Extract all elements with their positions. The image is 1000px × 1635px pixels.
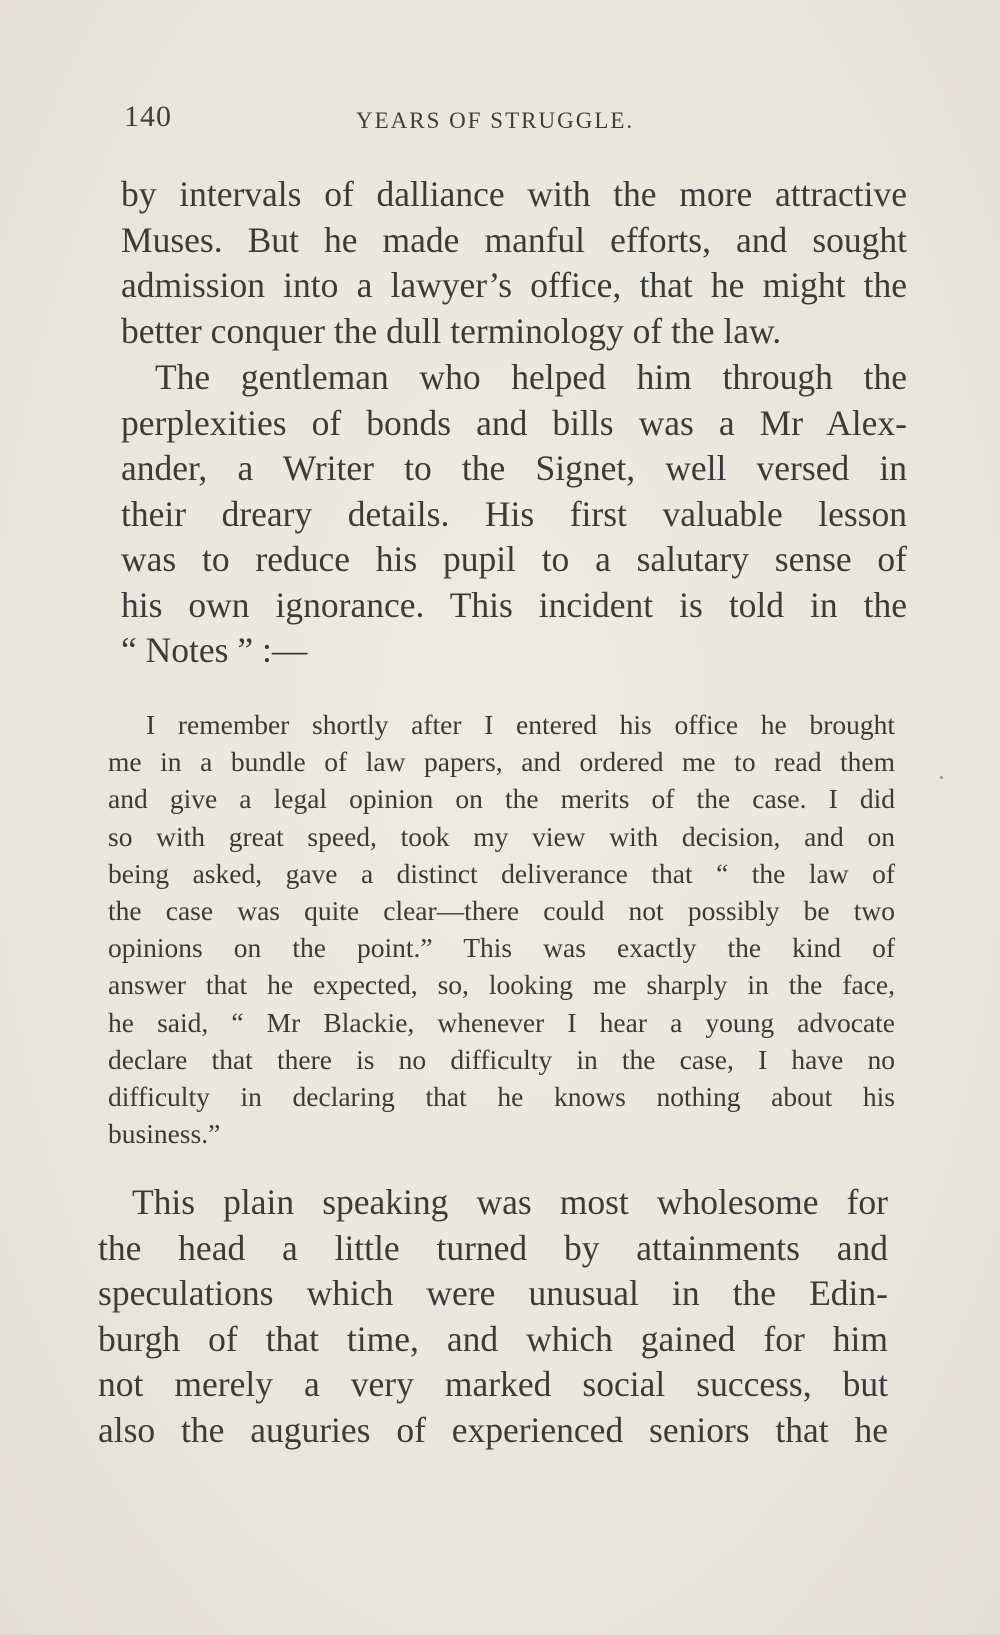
text-line: burgh of that time, and which gained for him: [98, 1318, 888, 1359]
quote-line: I remember shortly after I entered his office he brought: [146, 709, 895, 740]
text-line: perplexities of bonds and bills was a Mr Alex-: [121, 402, 907, 443]
paragraph-plain-speaking: [98, 1180, 888, 1453]
paragraph-continuation: [121, 172, 907, 354]
quote-line: being asked, gave a distinct deliverance that “ the law of: [108, 857, 895, 889]
text-line: the head a little turned by attainments and: [98, 1227, 888, 1268]
text-line: their dreary details. His first valuable lesson: [121, 493, 907, 534]
text-line: was to reduce his pupil to a salutary sense of: [121, 539, 907, 579]
text-line: Muses. But he made manful efforts, and sought: [121, 219, 907, 260]
text-line: better conquer the dull terminology of the law.: [121, 310, 782, 351]
text-line: admission into a lawyer’s office, that he might the: [121, 265, 907, 305]
quote-line: so with great speed, took my view with decision, and on: [108, 820, 895, 852]
quote-line: he said, “ Mr Blackie, whenever I hear a young advocate: [108, 1006, 895, 1038]
quote-line: declare that there is no difficulty in the case, I have no: [108, 1043, 895, 1075]
page-header: [124, 100, 904, 140]
quote-line: me in a bundle of law papers, and ordered me to read them: [108, 746, 895, 778]
quote-line: the case was quite clear—there could not possibly be two: [108, 895, 895, 927]
text-line: by intervals of dalliance with the more attractive: [121, 174, 907, 214]
text-line: ander, a Writer to the Signet, well versed in: [121, 448, 907, 488]
text-line: also the auguries of experienced seniors that he: [98, 1409, 888, 1450]
text-line: “ Notes ” :—: [121, 630, 308, 670]
quote-line: answer that he expected, so, looking me sharply in the face,: [108, 969, 895, 1001]
text-line: his own ignorance. This incident is told in the: [121, 584, 907, 625]
quote-line: difficulty in declaring that he knows nothing about his: [108, 1081, 895, 1113]
quote-line: opinions on the point.” This was exactly the kind of: [108, 932, 895, 964]
quote-line: business.”: [108, 1118, 221, 1150]
page-number: 140: [124, 100, 172, 133]
running-head: YEARS OF STRUGGLE.: [356, 108, 635, 133]
text-line: not merely a very marked social success, but: [98, 1364, 888, 1404]
block-quote-notes: [108, 706, 895, 1152]
paper-speck: [940, 776, 943, 779]
paragraph-mr-alexander: [121, 355, 907, 674]
text-line: This plain speaking was most wholesome for: [132, 1182, 888, 1222]
quote-line: and give a legal opinion on the merits of the case. I did: [108, 783, 895, 815]
text-line: speculations which were unusual in the Edin-: [98, 1273, 888, 1313]
text-line: The gentleman who helped him through the: [155, 357, 907, 397]
